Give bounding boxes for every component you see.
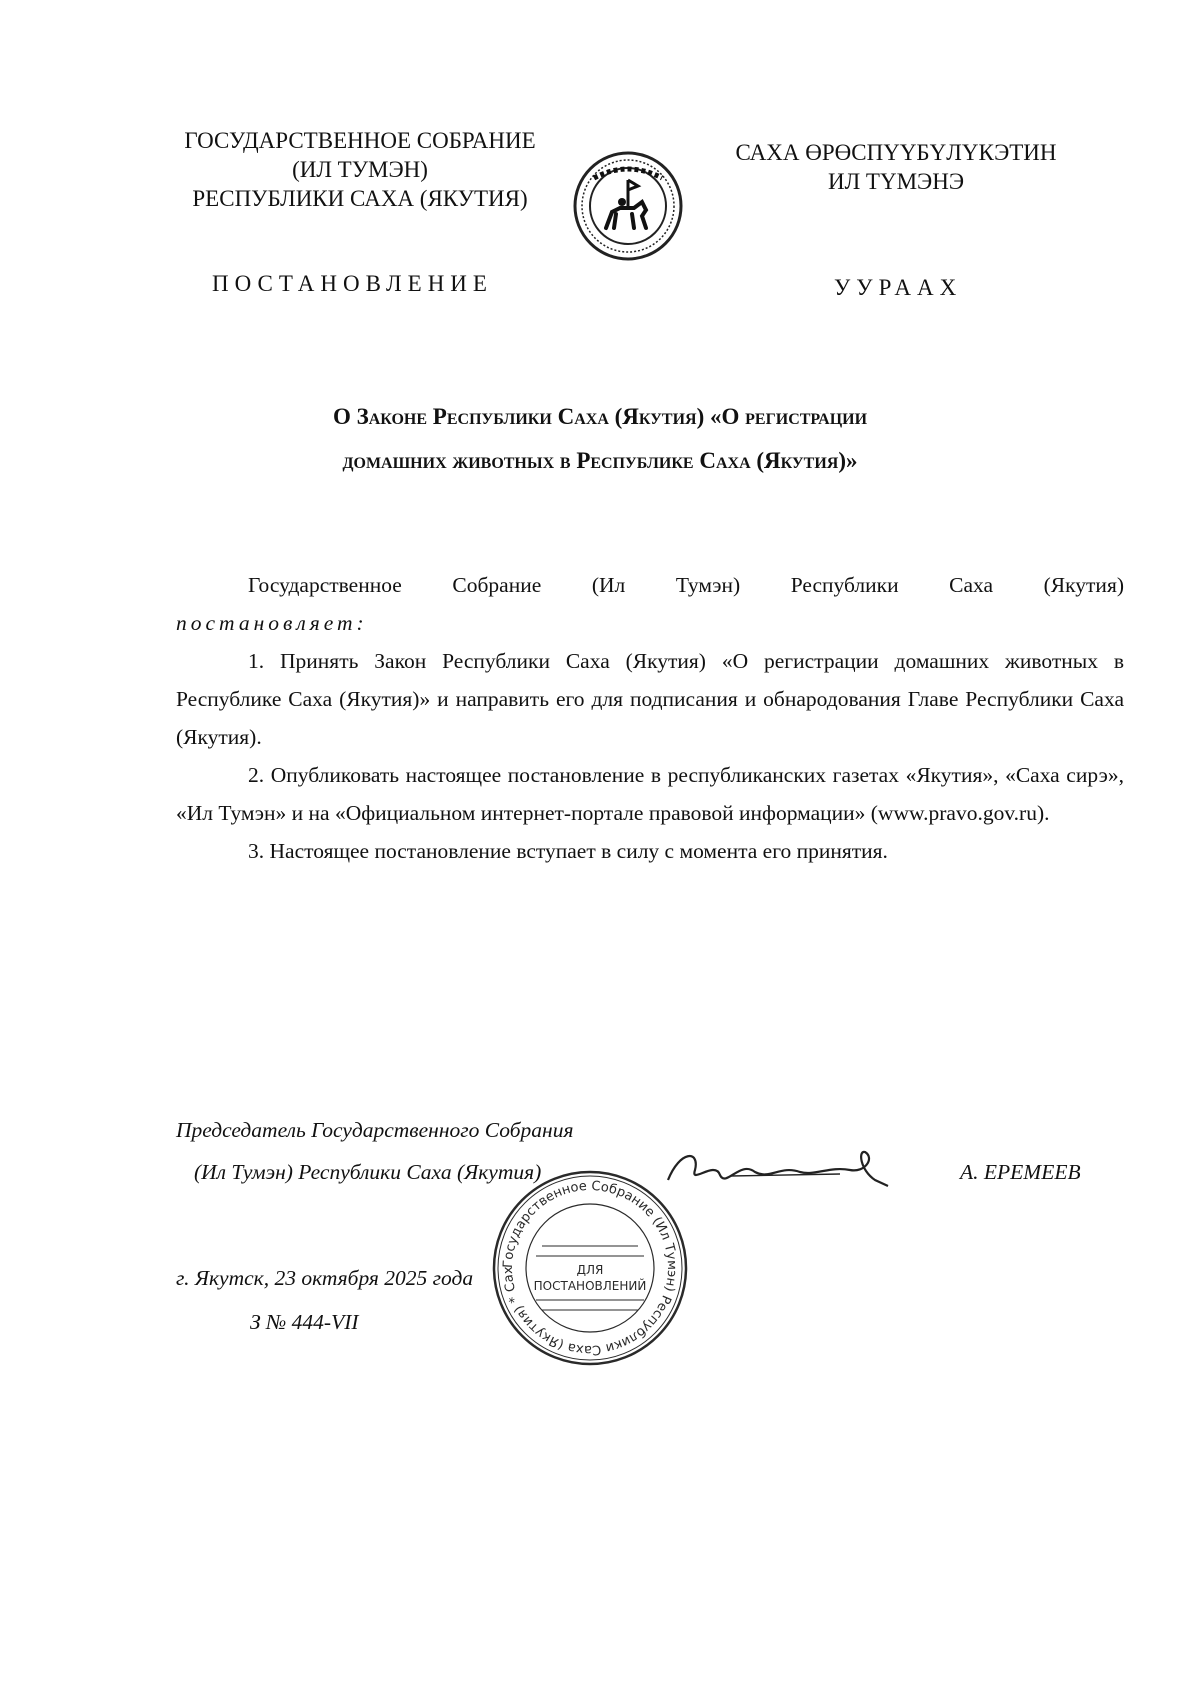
intro-paragraph: Государственное Собрание (Ил Тумэн) Республики Саха (Якутия) — [248, 573, 1124, 597]
official-stamp — [490, 1168, 690, 1368]
decides-word: постановляет: — [176, 611, 368, 635]
header-right-line-1: САХА ӨРӨСПҮҮБҮЛҮКЭТИН — [735, 140, 1057, 165]
stamp-center-line-1: ДЛЯ — [576, 1263, 604, 1277]
document-title-line-1: О Законе Республики Саха (Якутия) «О регистрации — [332, 404, 868, 429]
signatory-name: А. ЕРЕМЕЕВ — [960, 1160, 1081, 1184]
doc-type-sakha: УУРААХ — [834, 275, 963, 300]
document-number: З № 444-VII — [250, 1310, 359, 1334]
stamp-center-line-2: ПОСТАНОВЛЕНИЙ — [533, 1279, 647, 1293]
header-left — [160, 126, 560, 213]
signatory-position-2: (Ил Тумэн) Республики Саха (Якутия) — [194, 1160, 542, 1184]
body-text — [176, 566, 1124, 870]
header-left-line-3: РЕСПУБЛИКИ САХА (ЯКУТИЯ) — [192, 186, 528, 211]
header-left-line-1: ГОСУДАРСТВЕННОЕ СОБРАНИЕ — [184, 128, 536, 153]
header-left-line-2: (ИЛ ТУМЭН) — [292, 157, 428, 182]
document-title-line-2: домашних животных в Республике Саха (Якутия)» — [342, 448, 858, 473]
stamp-ring-text: Государственное Собрание (Ил Тумэн) Республики Саха (Якутия) * Сах — [500, 1178, 680, 1358]
signatory-position-1: Председатель Государственного Собрания — [176, 1118, 574, 1142]
doc-type-ru: ПОСТАНОВЛЕНИЕ — [212, 271, 493, 296]
item-1: 1. Принять Закон Республики Саха (Якутия) «О регистрации домашних животных в Республике Саха (Якутия)» и направить его для подписания и обнародования Главе Республики Саха (Якутия). — [176, 649, 1124, 749]
header-right — [716, 138, 1076, 196]
handwritten-signature — [660, 1140, 890, 1200]
place-date: г. Якутск, 23 октября 2025 года — [176, 1266, 474, 1290]
coat-of-arms-icon — [572, 150, 684, 262]
item-2: 2. Опубликовать настоящее постановление в республиканских газетах «Якутия», «Саха сирэ», «Ил Тумэн» и на «Официальном интернет-портале правовой информации» (www.pravo.gov.ru). — [176, 763, 1124, 825]
header-right-line-2: ИЛ ТҮМЭНЭ — [827, 169, 965, 194]
item-3: 3. Настоящее постановление вступает в силу с момента его принятия. — [248, 839, 888, 863]
